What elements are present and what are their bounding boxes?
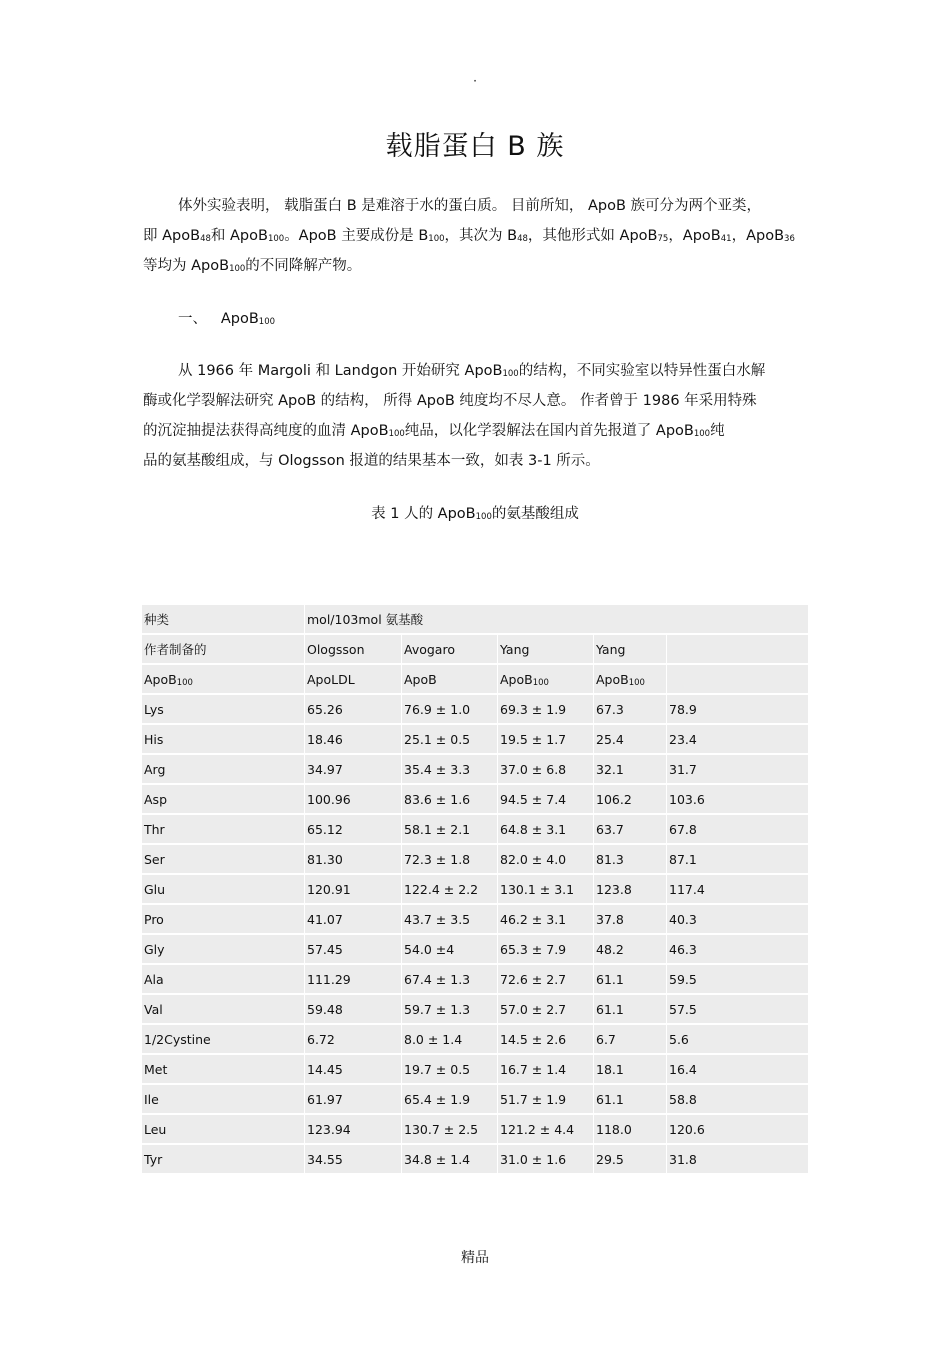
table-cell: 130.1 ± 3.1	[498, 875, 593, 903]
header-cell: Yang	[498, 635, 593, 663]
table-cell: 65.12	[305, 815, 401, 843]
header-cell	[667, 635, 808, 663]
table-cell: 40.3	[667, 905, 808, 933]
table-cell: 23.4	[667, 725, 808, 753]
table-cell: 16.7 ± 1.4	[498, 1055, 593, 1083]
amino-acid-name: Ala	[142, 965, 304, 993]
amino-acid-name: 1/2Cystine	[142, 1025, 304, 1053]
table-cell: 54.0 ±4	[402, 935, 497, 963]
table-cell: 118.0	[594, 1115, 666, 1143]
table-cell: 57.5	[667, 995, 808, 1023]
table-row	[142, 965, 808, 993]
table-cell: 59.7 ± 1.3	[402, 995, 497, 1023]
amino-acid-name: Ser	[142, 845, 304, 873]
header-cell: Avogaro	[402, 635, 497, 663]
body-line-4: 品的氨基酸组成，与 Ologsson 报道的结果基本一致，如表 3-1 所示。	[143, 453, 600, 469]
header-cell: Yang	[594, 635, 666, 663]
table-cell: 130.7 ± 2.5	[402, 1115, 497, 1143]
table-row	[142, 755, 808, 783]
table-row	[142, 1145, 808, 1173]
table-cell: 46.3	[667, 935, 808, 963]
table-cell: 25.4	[594, 725, 666, 753]
body-line-1: 从 1966 年 Margoli 和 Landgon 开始研究 ApoB$_{100}$的结构，不同实验室以特异性蛋白水解	[178, 363, 766, 379]
table-cell: 16.4	[667, 1055, 808, 1083]
table-row	[142, 815, 808, 843]
amino-acid-name: Arg	[142, 755, 304, 783]
table-cell: 46.2 ± 3.1	[498, 905, 593, 933]
table-cell: 31.8	[667, 1145, 808, 1173]
table-cell: 18.46	[305, 725, 401, 753]
table-row	[142, 935, 808, 963]
header-cell: ApoB$_{100}$	[498, 665, 593, 693]
table-cell: 6.72	[305, 1025, 401, 1053]
intro-line-2: 即 ApoB$_{48}$和 ApoB$_{100}$。ApoB 主要成份是 $B_{100}$，其次为 $B_{48}$，其他形式如 ApoB$_{75}$，ApoB$_{41}$，ApoB$_{36}$	[143, 228, 795, 244]
table-cell: 6.7	[594, 1025, 666, 1053]
table-cell: 64.8 ± 3.1	[498, 815, 593, 843]
header-unit: mol/103mol 氨基酸	[305, 605, 808, 633]
amino-acid-name: Met	[142, 1055, 304, 1083]
table-row	[142, 875, 808, 903]
header-cell: ApoB$_{100}$	[594, 665, 666, 693]
amino-acid-name: Pro	[142, 905, 304, 933]
table-cell: 19.5 ± 1.7	[498, 725, 593, 753]
header-mark: ·	[473, 74, 477, 88]
page-title: 载脂蛋白 B 族	[385, 131, 565, 162]
table-cell: 120.91	[305, 875, 401, 903]
table-row	[142, 785, 808, 813]
amino-acid-name: Lys	[142, 695, 304, 723]
table-cell: 43.7 ± 3.5	[402, 905, 497, 933]
table-cell: 106.2	[594, 785, 666, 813]
table-cell: 8.0 ± 1.4	[402, 1025, 497, 1053]
body-paragraph	[143, 356, 808, 476]
table-cell: 41.07	[305, 905, 401, 933]
table-cell: 25.1 ± 0.5	[402, 725, 497, 753]
header-cell: 作者制备的	[142, 635, 304, 663]
table-cell: 61.1	[594, 1085, 666, 1113]
table-cell: 122.4 ± 2.2	[402, 875, 497, 903]
amino-acid-name: Leu	[142, 1115, 304, 1143]
table-cell: 72.3 ± 1.8	[402, 845, 497, 873]
header-cell: ApoB$_{100}$	[142, 665, 304, 693]
amino-acid-name: Asp	[142, 785, 304, 813]
table-cell: 31.0 ± 1.6	[498, 1145, 593, 1173]
body-line-2: 酶或化学裂解法研究 ApoB 的结构， 所得 ApoB 纯度均不尽人意。 作者曾于 1986 年采用特殊	[143, 393, 757, 409]
table-cell: 5.6	[667, 1025, 808, 1053]
table-cell: 37.8	[594, 905, 666, 933]
table-row	[142, 725, 808, 753]
header-cell: Ologsson	[305, 635, 401, 663]
table-caption: 表 1 人的 ApoB$_{100}$的氨基酸组成	[371, 506, 579, 522]
amino-acid-name: Tyr	[142, 1145, 304, 1173]
table-cell: 14.5 ± 2.6	[498, 1025, 593, 1053]
amino-acid-name: Glu	[142, 875, 304, 903]
table-cell: 32.1	[594, 755, 666, 783]
header-cell	[667, 665, 808, 693]
table-cell: 57.45	[305, 935, 401, 963]
table-cell: 57.0 ± 2.7	[498, 995, 593, 1023]
header-cell: ApoB	[402, 665, 497, 693]
table-cell: 65.3 ± 7.9	[498, 935, 593, 963]
table-row	[142, 1085, 808, 1113]
table-cell: 83.6 ± 1.6	[402, 785, 497, 813]
table-cell: 81.30	[305, 845, 401, 873]
table-cell: 72.6 ± 2.7	[498, 965, 593, 993]
header-category: 种类	[142, 605, 304, 633]
amino-acid-name: Thr	[142, 815, 304, 843]
table-cell: 48.2	[594, 935, 666, 963]
table-cell: 82.0 ± 4.0	[498, 845, 593, 873]
table-cell: 58.1 ± 2.1	[402, 815, 497, 843]
table-row	[142, 905, 808, 933]
intro-paragraph	[143, 191, 808, 281]
intro-line-1: 体外实验表明， 载脂蛋白 B 是难溶于水的蛋白质。 目前所知， ApoB 族可分为两个亚类，	[178, 198, 762, 214]
table-cell: 51.7 ± 1.9	[498, 1085, 593, 1113]
table-cell: 103.6	[667, 785, 808, 813]
amino-acid-name: Gly	[142, 935, 304, 963]
table-cell: 29.5	[594, 1145, 666, 1173]
section-heading: 一、 ApoB$_{100}$	[178, 311, 276, 327]
table-cell: 78.9	[667, 695, 808, 723]
table-cell: 69.3 ± 1.9	[498, 695, 593, 723]
table-cell: 61.1	[594, 965, 666, 993]
table-cell: 19.7 ± 0.5	[402, 1055, 497, 1083]
amino-acid-table	[141, 603, 809, 1175]
table-cell: 37.0 ± 6.8	[498, 755, 593, 783]
table-row	[142, 695, 808, 723]
table-cell: 117.4	[667, 875, 808, 903]
table-cell: 34.55	[305, 1145, 401, 1173]
table-row	[142, 845, 808, 873]
table-cell: 111.29	[305, 965, 401, 993]
header-cell: ApoLDL	[305, 665, 401, 693]
table-cell: 100.96	[305, 785, 401, 813]
table-cell: 123.8	[594, 875, 666, 903]
table-header-row-2	[142, 635, 808, 663]
table-cell: 65.26	[305, 695, 401, 723]
table-cell: 34.97	[305, 755, 401, 783]
table-cell: 59.48	[305, 995, 401, 1023]
intro-line-3: 等均为 ApoB$_{100}$的不同降解产物。	[143, 258, 362, 274]
table-header-row-1	[142, 605, 808, 633]
table-cell: 123.94	[305, 1115, 401, 1143]
amino-acid-name: His	[142, 725, 304, 753]
table-cell: 87.1	[667, 845, 808, 873]
table-cell: 58.8	[667, 1085, 808, 1113]
body-line-3: 的沉淀抽提法获得高纯度的血清 ApoB$_{100}$纯品，以化学裂解法在国内首先报道了 ApoB$_{100}$纯	[143, 423, 725, 439]
table-cell: 121.2 ± 4.4	[498, 1115, 593, 1143]
table-row	[142, 1025, 808, 1053]
table-cell: 61.1	[594, 995, 666, 1023]
table-cell: 120.6	[667, 1115, 808, 1143]
table-row	[142, 1055, 808, 1083]
table-cell: 31.7	[667, 755, 808, 783]
table-row	[142, 1115, 808, 1143]
table-cell: 67.3	[594, 695, 666, 723]
table-cell: 94.5 ± 7.4	[498, 785, 593, 813]
amino-acid-name: Val	[142, 995, 304, 1023]
table-cell: 34.8 ± 1.4	[402, 1145, 497, 1173]
table-cell: 76.9 ± 1.0	[402, 695, 497, 723]
table-cell: 35.4 ± 3.3	[402, 755, 497, 783]
table-cell: 65.4 ± 1.9	[402, 1085, 497, 1113]
table-header-row-3	[142, 665, 808, 693]
table-cell: 67.8	[667, 815, 808, 843]
footer-text: 精品	[461, 1250, 489, 1266]
table-cell: 18.1	[594, 1055, 666, 1083]
amino-acid-name: Ile	[142, 1085, 304, 1113]
table-cell: 81.3	[594, 845, 666, 873]
table-cell: 59.5	[667, 965, 808, 993]
table-cell: 63.7	[594, 815, 666, 843]
table-row	[142, 995, 808, 1023]
table-cell: 61.97	[305, 1085, 401, 1113]
table-cell: 67.4 ± 1.3	[402, 965, 497, 993]
table-cell: 14.45	[305, 1055, 401, 1083]
